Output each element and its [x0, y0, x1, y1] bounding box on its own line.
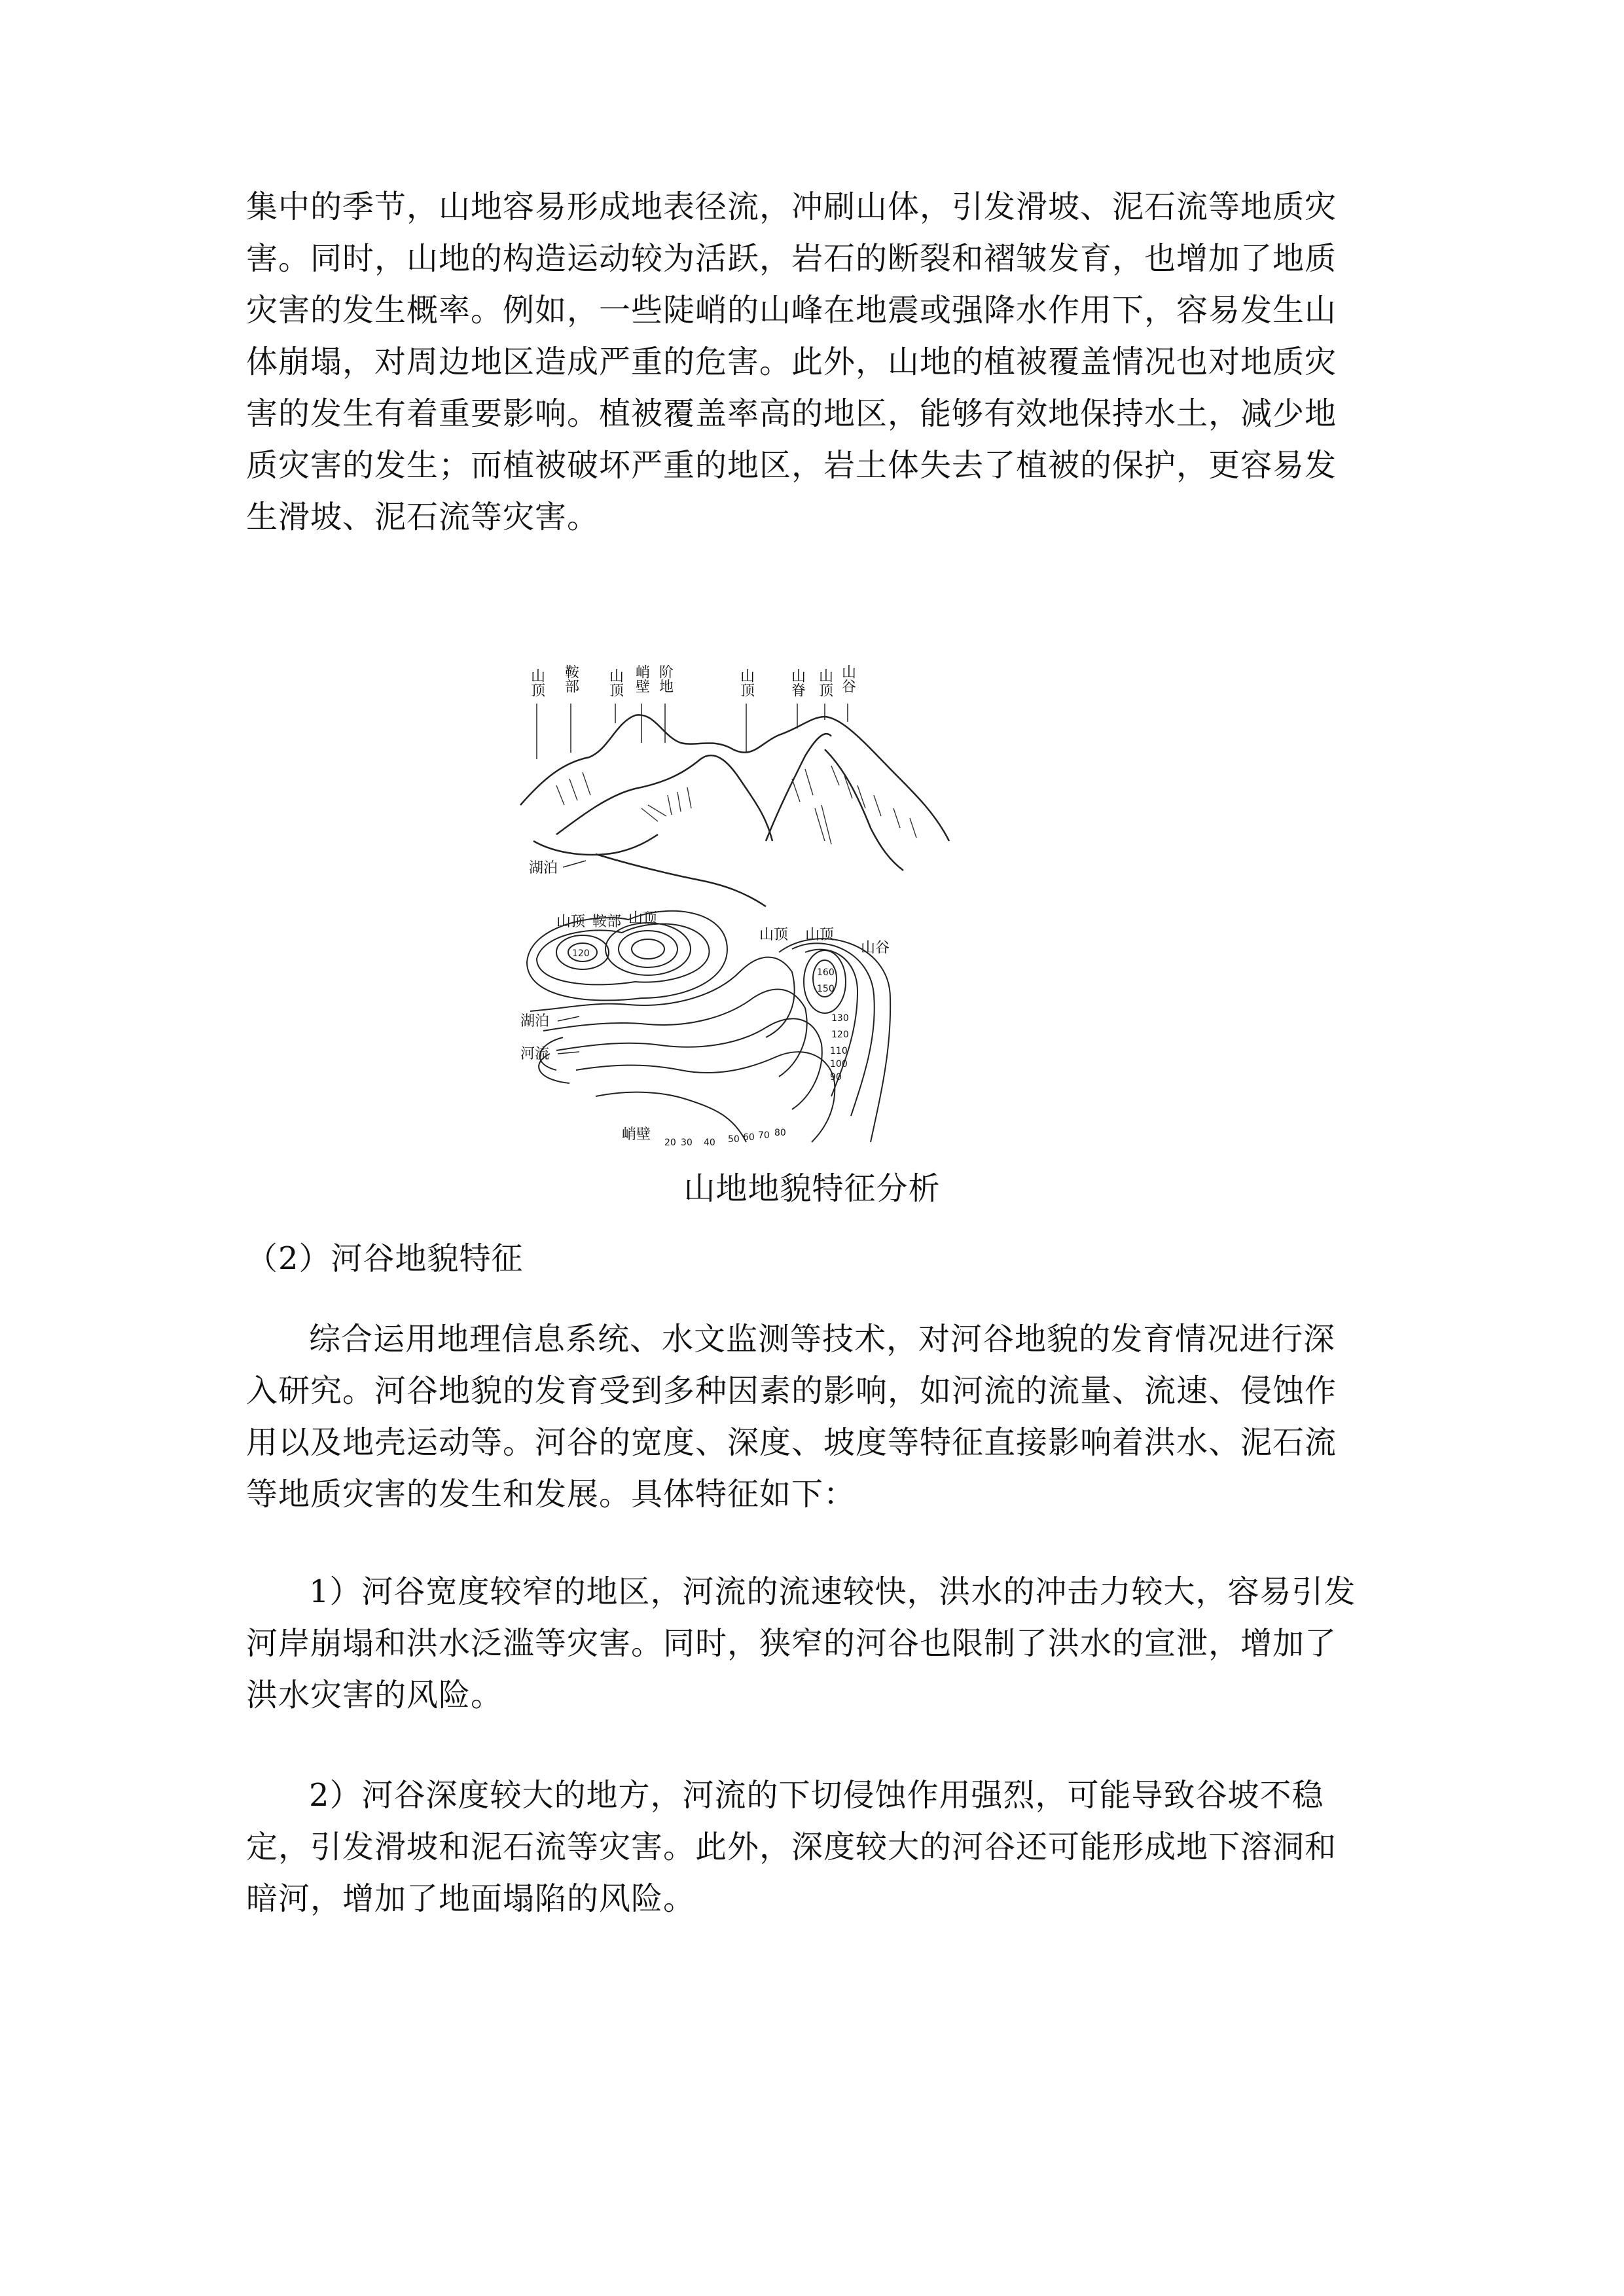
text-line: 害的发生有着重要影响。植被覆盖率高的地区，能够有效地保持水土，减少地: [246, 395, 1337, 432]
contour-numbers: [572, 948, 849, 1148]
elev-120b: 120: [831, 1030, 849, 1040]
text-line: 体崩塌，对周边地区造成严重的危害。此外，山地的植被覆盖情况也对地质灾: [246, 344, 1337, 380]
label-terrace: 阶地: [657, 664, 674, 693]
mountain-sketch: [520, 715, 949, 906]
contour-label-lake: 湖泊: [520, 1013, 550, 1030]
leader-lines: [537, 704, 848, 759]
elev-30: 30: [681, 1138, 693, 1148]
label-cliff: 峭壁: [633, 664, 650, 693]
text-line: 质灾害的发生；而植被破坏严重的地区，岩土体失去了植被的保护，更容易发: [246, 447, 1337, 484]
contour-label-peak-1: 山顶: [556, 914, 586, 930]
label-peak-2: 山顶: [607, 668, 624, 697]
text-line: 灾害的发生概率。例如，一些陡峭的山峰在地震或强降水作用下，容易发生山: [246, 292, 1337, 329]
elev-80: 80: [774, 1128, 786, 1138]
paragraph-mountain-hazards: [246, 181, 1379, 543]
paragraph-valley-intro: [246, 1314, 1379, 1520]
paragraph-valley-depth: [246, 1770, 1379, 1925]
text-line: 1）河谷宽度较窄的地区，河流的流速较快，洪水的冲击力较大，容易引发: [309, 1573, 1356, 1610]
label-peak-4: 山顶: [816, 668, 833, 697]
text-line: 2）河谷深度较大的地方，河流的下切侵蚀作用强烈，可能导致谷坡不稳: [309, 1777, 1324, 1814]
text-line: 害。同时，山地的构造运动较为活跃，岩石的断裂和褶皱发育，也增加了地质: [246, 240, 1337, 277]
contour-label-saddle: 鞍部: [592, 914, 622, 930]
text-line: 洪水灾害的风险。: [246, 1677, 503, 1713]
landform-illustration: [517, 645, 1060, 1155]
contour-label-peak-3: 山顶: [759, 927, 789, 943]
section-heading: （2）河谷地貌特征: [246, 1240, 524, 1277]
elev-160: 160: [817, 967, 835, 978]
elev-130: 130: [831, 1013, 849, 1024]
contour-label-river: 河流: [520, 1046, 550, 1062]
figure-caption: 山地地貌特征分析: [683, 1170, 941, 1207]
hatching: [556, 766, 916, 844]
contour-label-peak-2: 山顶: [628, 910, 658, 927]
text-line: 河岸崩塌和洪水泛滥等灾害。同时，狭窄的河谷也限制了洪水的宣泄，增加了: [246, 1625, 1337, 1662]
text-line: 暗河，增加了地面塌陷的风险。: [246, 1880, 696, 1917]
text-line: 集中的季节，山地容易形成地表径流，冲刷山体，引发滑坡、泥石流等地质灾: [246, 188, 1337, 225]
label-peak-3: 山顶: [738, 668, 755, 697]
elev-60: 60: [743, 1132, 755, 1143]
top-labels: [529, 664, 856, 698]
elev-150: 150: [817, 984, 835, 994]
elev-120: 120: [572, 948, 590, 959]
contour-label-cliff: 峭壁: [622, 1126, 651, 1143]
text-line: 入研究。河谷地貌的发育受到多种因素的影响，如河流的流量、流速、侵蚀作: [246, 1372, 1337, 1409]
text-line: 综合运用地理信息系统、水文监测等技术，对河谷地貌的发育情况进行深: [309, 1321, 1336, 1357]
label-ridge: 山脊: [789, 668, 806, 697]
label-lake-sketch: 湖泊: [529, 860, 558, 876]
text-line: 等地质灾害的发生和发展。具体特征如下：: [246, 1476, 856, 1513]
contour-label-valley: 山谷: [861, 940, 890, 956]
text-line: 定，引发滑坡和泥石流等灾害。此外，深度较大的河谷还可能形成地下溶洞和: [246, 1829, 1337, 1865]
mountain-landform-figure: [517, 645, 1060, 1155]
elev-20: 20: [664, 1138, 676, 1148]
elev-50: 50: [728, 1134, 740, 1145]
text-line: 生滑坡、泥石流等灾害。: [246, 499, 600, 535]
elev-100: 100: [830, 1059, 848, 1069]
elev-90: 90: [830, 1072, 842, 1083]
contour-lines: [527, 911, 890, 1142]
elev-70: 70: [758, 1130, 770, 1141]
text-line: 用以及地壳运动等。河谷的宽度、深度、坡度等特征直接影响着洪水、泥石流: [246, 1424, 1337, 1461]
paragraph-valley-width: [246, 1566, 1379, 1721]
label-peak-1: 山顶: [528, 668, 545, 697]
label-saddle: 鞍部: [562, 664, 579, 693]
elev-110: 110: [830, 1046, 848, 1056]
label-valley: 山谷: [839, 664, 856, 693]
elev-40: 40: [704, 1138, 715, 1148]
contour-label-peak-4: 山顶: [805, 927, 835, 943]
